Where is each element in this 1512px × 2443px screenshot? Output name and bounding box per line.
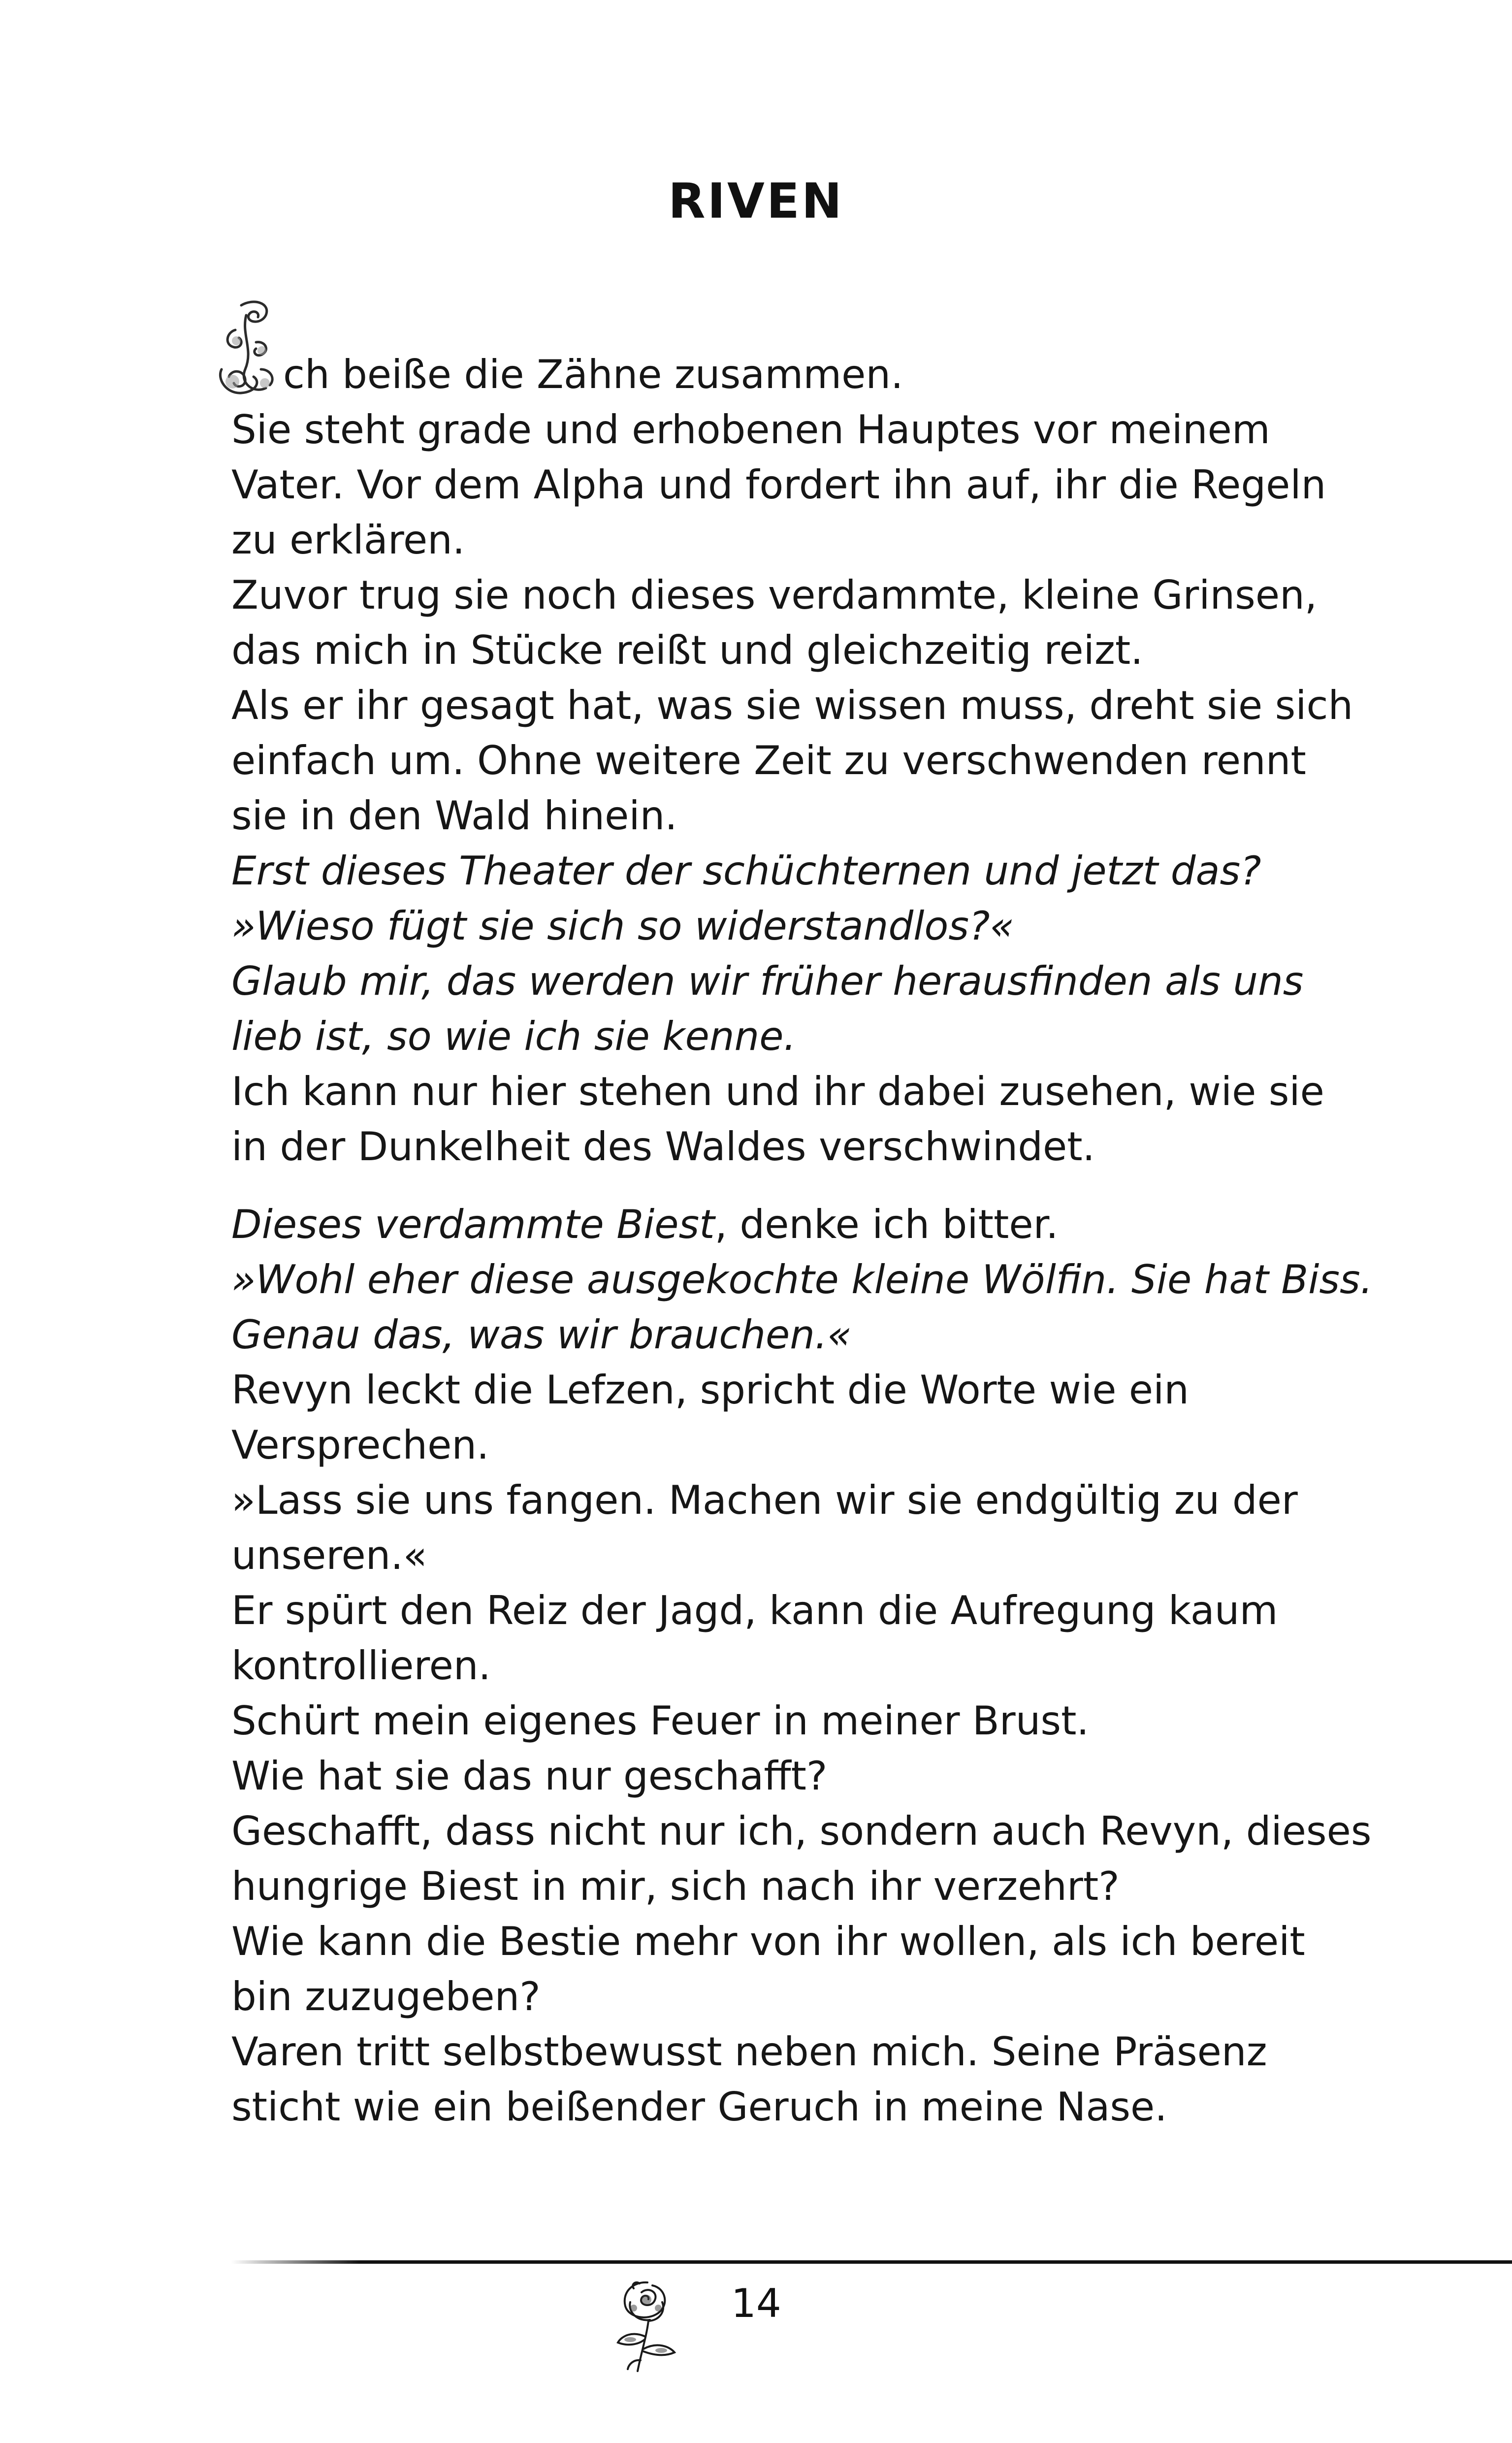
text-line: Ich kann nur hier stehen und ihr dabei zusehen, wie sie	[231, 1069, 1324, 1114]
text-line-italic: Erst dieses Theater der schüchternen und jetzt das?	[231, 848, 1261, 894]
text-line: hungrige Biest in mir, sich nach ihr verzehrt?	[231, 1863, 1120, 1909]
text-line-italic: Genau das, was wir brauchen.«	[231, 1312, 852, 1358]
chapter-title: RIVEN	[668, 173, 844, 229]
text-line: einfach um. Ohne weitere Zeit zu verschwenden rennt	[231, 738, 1306, 783]
italic-phrase: Dieses verdammte Biest	[231, 1202, 715, 1247]
text-line: Revyn leckt die Lefzen, spricht die Worte wie ein	[231, 1367, 1189, 1413]
footer-divider	[231, 2260, 1512, 2264]
text-line: Versprechen.	[231, 1422, 489, 1468]
text-line: Schürt mein eigenes Feuer in meiner Brust.	[231, 1698, 1089, 1744]
text-line: Varen tritt selbstbewusst neben mich. Seine Präsenz	[231, 2029, 1267, 2075]
text-line-italic: »Wieso fügt sie sich so widerstandlos?«	[231, 903, 1014, 949]
text-line: Als er ihr gesagt hat, was sie wissen muss, dreht sie sich	[231, 683, 1353, 728]
body-text	[231, 347, 1373, 2135]
text-line: sticht wie ein beißender Geruch in meine Nase.	[231, 2084, 1167, 2130]
page-number: 14	[731, 2280, 781, 2326]
text-line: »Lass sie uns fangen. Machen wir sie endgültig zu der	[231, 1477, 1298, 1523]
text-line: Geschafft, dass nicht nur ich, sondern auch Revyn, dieses	[231, 1808, 1372, 1854]
text-line	[231, 1197, 1339, 1252]
footer-divider-fade	[231, 2259, 359, 2265]
plain-phrase: , denke ich bitter.	[714, 1202, 1059, 1247]
rose-icon	[603, 2273, 692, 2376]
text-line: bin zuzugeben?	[231, 1974, 541, 2020]
text-line: sie in den Wald hinein.	[231, 793, 677, 839]
text-line: Er spürt den Reiz der Jagd, kann die Aufregung kaum	[231, 1588, 1278, 1633]
text-line-italic: »Wohl eher diese ausgekochte kleine Wölfin. Sie hat Biss.	[231, 1257, 1373, 1303]
text-line: in der Dunkelheit des Waldes verschwindet.	[231, 1124, 1095, 1170]
text-line: Wie hat sie das nur geschafft?	[231, 1753, 828, 1799]
text-line: Vater. Vor dem Alpha und fordert ihn auf, ihr die Regeln	[231, 462, 1326, 508]
paragraph-gap	[231, 1174, 1339, 1197]
text-line: kontrollieren.	[231, 1643, 491, 1689]
text-line: Zuvor trug sie noch dieses verdammte, kleine Grinsen,	[231, 572, 1318, 618]
text-line: Wie kann die Bestie mehr von ihr wollen, als ich bereit	[231, 1919, 1305, 1964]
text-line-italic: Glaub mir, das werden wir früher herausfinden als uns	[231, 958, 1304, 1004]
text-line: unseren.«	[231, 1532, 427, 1578]
text-line: ch beiße die Zähne zusammen.	[283, 352, 903, 397]
text-line: zu erklären.	[231, 517, 465, 563]
text-line: Sie steht grade und erhobenen Hauptes vor meinem	[231, 407, 1270, 453]
text-line: das mich in Stücke reißt und gleichzeitig reizt.	[231, 627, 1143, 673]
text-line-italic: lieb ist, so wie ich sie kenne.	[231, 1013, 796, 1059]
